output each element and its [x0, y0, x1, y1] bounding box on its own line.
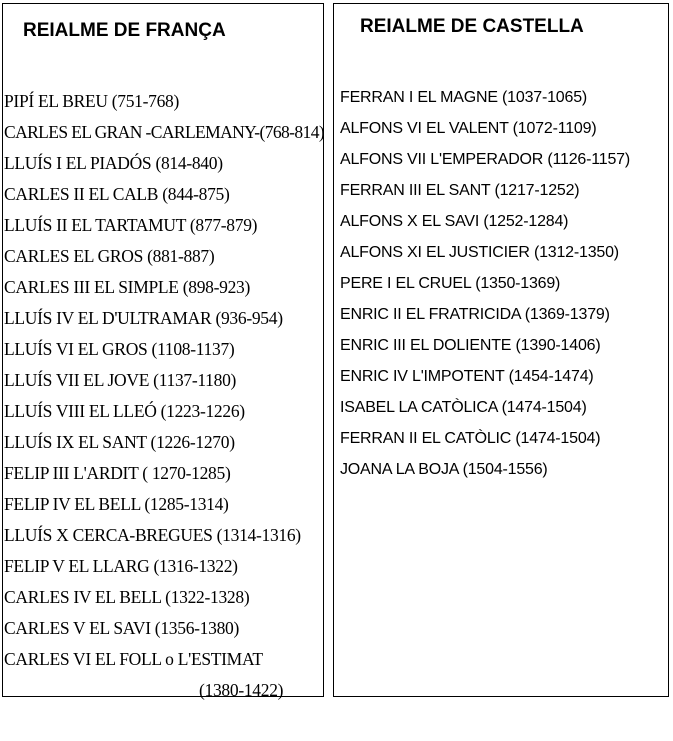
france-king-item: CARLES V EL SAVI (1356-1380): [4, 618, 239, 638]
castile-king-item: ALFONS VI EL VALENT (1072-1109): [340, 120, 597, 137]
castile-king-item: FERRAN III EL SANT (1217-1252): [340, 182, 580, 199]
france-king-item: FELIP III L'ARDIT ( 1270-1285): [4, 463, 231, 483]
france-king-item: PIPÍ EL BREU (751-768): [4, 91, 180, 111]
castile-panel: [333, 3, 669, 697]
france-king-item: CARLES IV EL BELL (1322-1328): [4, 587, 250, 607]
castile-king-item: ISABEL LA CATÒLICA (1474-1504): [340, 399, 587, 416]
castile-king-item: ENRIC IV L'IMPOTENT (1454-1474): [340, 368, 594, 385]
castile-king-item: FERRAN II EL CATÒLIC (1474-1504): [340, 430, 601, 447]
france-king-item: CARLES VI EL FOLL o L'ESTIMAT: [4, 649, 263, 669]
castile-king-item: ENRIC III EL DOLIENTE (1390-1406): [340, 337, 601, 354]
france-king-item: LLUÍS VIII EL LLEÓ (1223-1226): [4, 401, 245, 421]
france-king-item: FELIP IV EL BELL (1285-1314): [4, 494, 229, 514]
castile-king-item: FERRAN I EL MAGNE (1037-1065): [340, 89, 588, 106]
france-king-item: CARLES EL GROS (881-887): [4, 246, 215, 266]
france-king-item: CARLES EL GRAN -CARLEMANY-(768-814): [4, 122, 325, 142]
france-king-item: LLUÍS IX EL SANT (1226-1270): [4, 432, 235, 452]
france-king-item: LLUÍS VII EL JOVE (1137-1180): [4, 370, 237, 390]
castile-king-item: ENRIC II EL FRATRICIDA (1369-1379): [340, 306, 610, 323]
castile-heading: REIALME DE CASTELLA: [360, 16, 584, 37]
france-king-dates: (1380-1422): [199, 680, 284, 700]
france-king-item: LLUÍS X CERCA-BREGUES (1314-1316): [4, 525, 301, 545]
france-king-item: FELIP V EL LLARG (1316-1322): [4, 556, 238, 576]
castile-king-item: JOANA LA BOJA (1504-1556): [340, 461, 548, 478]
france-king-item: LLUÍS I EL PIADÓS (814-840): [4, 153, 223, 173]
france-king-item: LLUÍS II EL TARTAMUT (877-879): [4, 215, 258, 235]
france-king-item: LLUÍS VI EL GROS (1108-1137): [4, 339, 235, 359]
castile-king-item: ALFONS X EL SAVI (1252-1284): [340, 213, 569, 230]
france-king-item: CARLES II EL CALB (844-875): [4, 184, 230, 204]
france-panel: [2, 3, 325, 700]
castile-king-item: ALFONS XI EL JUSTICIER (1312-1350): [340, 244, 619, 261]
castile-king-list: [340, 82, 669, 485]
france-heading: REIALME DE FRANÇA: [23, 20, 226, 41]
castile-king-item: ALFONS VII L'EMPERADOR (1126-1157): [340, 151, 630, 168]
castile-king-item: PERE I EL CRUEL (1350-1369): [340, 275, 561, 292]
france-king-item: LLUÍS IV EL D'ULTRAMAR (936-954): [4, 308, 283, 328]
france-king-item: CARLES III EL SIMPLE (898-923): [4, 277, 251, 297]
